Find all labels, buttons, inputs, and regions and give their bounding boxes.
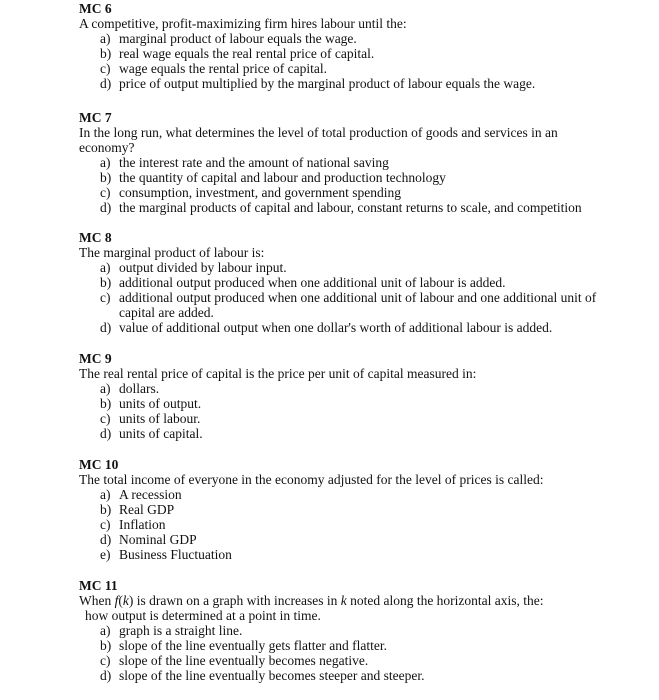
question-title: MC 9 <box>79 351 112 366</box>
stem-math-k: k <box>122 593 129 608</box>
option-text: slope of the line eventually becomes negative. <box>119 653 369 668</box>
option-item <box>100 260 639 275</box>
option-list <box>79 155 659 215</box>
question-title: MC 8 <box>79 230 112 245</box>
option-item <box>100 46 639 61</box>
option-text: Inflation <box>119 517 166 532</box>
option-text: value of additional output when one dollar's worth of additional labour is added. <box>119 320 553 335</box>
option-label: b) <box>100 638 112 653</box>
question-mc9 <box>79 351 639 441</box>
option-text: A recession <box>119 487 182 502</box>
question-stem: The marginal product of labour is: <box>79 245 265 260</box>
option-item <box>100 623 640 638</box>
option-label: d) <box>100 426 112 441</box>
option-item <box>100 487 639 502</box>
option-list <box>79 260 639 335</box>
option-label: d) <box>100 668 112 683</box>
question-mc8 <box>79 230 639 335</box>
option-item <box>100 426 639 441</box>
option-label: c) <box>100 185 111 200</box>
option-label: a) <box>100 381 111 396</box>
option-label: b) <box>100 46 112 61</box>
option-text: slope of the line eventually gets flatter and flatter. <box>119 638 388 653</box>
option-text: wage equals the rental price of capital. <box>119 61 328 76</box>
stem-math-f: f <box>114 593 119 608</box>
option-text: real wage equals the real rental price of capital. <box>119 46 375 61</box>
question-title: MC 7 <box>79 110 112 125</box>
option-list <box>79 487 639 562</box>
option-text: consumption, investment, and government spending <box>119 185 401 200</box>
option-text: the marginal products of capital and labour, constant returns to scale, and competition <box>119 200 582 215</box>
option-item <box>100 547 639 562</box>
option-item <box>100 275 639 290</box>
question-stem <box>79 593 549 623</box>
option-text: dollars. <box>119 381 160 396</box>
option-label: b) <box>100 170 112 185</box>
option-label: d) <box>100 532 112 547</box>
option-item <box>100 61 639 76</box>
option-item <box>100 532 639 547</box>
option-item <box>100 396 639 411</box>
stem-text: ( <box>118 593 123 608</box>
option-text: output divided by labour input. <box>119 260 287 275</box>
option-text: additional output produced when one additional unit of labour is added. <box>119 275 506 290</box>
option-label: c) <box>100 517 111 532</box>
option-text: Nominal GDP <box>119 532 197 547</box>
option-label: a) <box>100 155 111 170</box>
stem-text: ) <box>128 593 134 608</box>
option-item <box>100 185 659 200</box>
option-label: c) <box>100 653 111 668</box>
option-label: b) <box>100 502 112 517</box>
option-label: c) <box>100 411 111 426</box>
option-text: additional output produced when one additional unit of labour and one additional unit of capital are added. <box>119 290 597 320</box>
option-text: units of labour. <box>119 411 201 426</box>
option-text: units of capital. <box>119 426 203 441</box>
option-text: units of output. <box>119 396 202 411</box>
question-stem: The real rental price of capital is the price per unit of capital measured in: <box>79 366 477 381</box>
option-label: a) <box>100 31 111 46</box>
question-mc10 <box>79 457 639 562</box>
option-item <box>100 31 639 46</box>
stem-text: noted along the horizontal axis, the: how output is determined at a point in time. <box>85 593 544 623</box>
option-text: marginal product of labour equals the wage. <box>119 31 357 46</box>
option-label: c) <box>100 61 111 76</box>
option-item <box>100 290 639 320</box>
option-item <box>100 638 640 653</box>
question-stem: In the long run, what determines the level of total production of goods and services in an economy? <box>79 125 558 155</box>
option-item <box>100 668 640 683</box>
option-text: slope of the line eventually becomes steeper and steeper. <box>119 668 425 683</box>
option-label: c) <box>100 290 111 305</box>
option-text: price of output multiplied by the marginal product of labour equals the wage. <box>119 76 536 91</box>
option-item <box>100 517 639 532</box>
option-text: graph is a straight line. <box>119 623 243 638</box>
option-label: a) <box>100 487 111 502</box>
option-list <box>79 623 640 683</box>
option-item <box>100 411 639 426</box>
option-text: Business Fluctuation <box>119 547 232 562</box>
option-item <box>100 502 639 517</box>
option-text: the quantity of capital and labour and production technology <box>119 170 446 185</box>
question-mc6 <box>79 1 639 91</box>
option-list <box>79 31 639 91</box>
option-label: e) <box>100 547 111 562</box>
option-item <box>100 155 659 170</box>
stem-text: is drawn on a graph with increases in <box>133 593 341 608</box>
question-stem: The total income of everyone in the economy adjusted for the level of prices is called: <box>79 472 544 487</box>
stem-text: When <box>79 593 115 608</box>
option-item <box>100 320 639 335</box>
question-mc11 <box>79 578 549 683</box>
question-stem: A competitive, profit-maximizing firm hires labour until the: <box>79 16 407 31</box>
option-item <box>100 653 640 668</box>
option-label: d) <box>100 76 112 91</box>
question-mc7 <box>79 110 582 215</box>
stem-math-k: k <box>340 593 347 608</box>
option-item <box>100 381 639 396</box>
option-label: b) <box>100 396 112 411</box>
option-label: b) <box>100 275 112 290</box>
option-item <box>100 76 639 91</box>
option-label: a) <box>100 623 111 638</box>
question-title: MC 6 <box>79 1 112 16</box>
option-item <box>100 170 659 185</box>
question-title: MC 10 <box>79 457 119 472</box>
option-label: a) <box>100 260 111 275</box>
question-title: MC 11 <box>79 578 118 593</box>
option-label: d) <box>100 200 112 215</box>
option-label: d) <box>100 320 112 335</box>
option-text: Real GDP <box>119 502 175 517</box>
option-text: the interest rate and the amount of national saving <box>119 155 389 170</box>
option-item <box>100 200 659 215</box>
option-list <box>79 381 639 441</box>
